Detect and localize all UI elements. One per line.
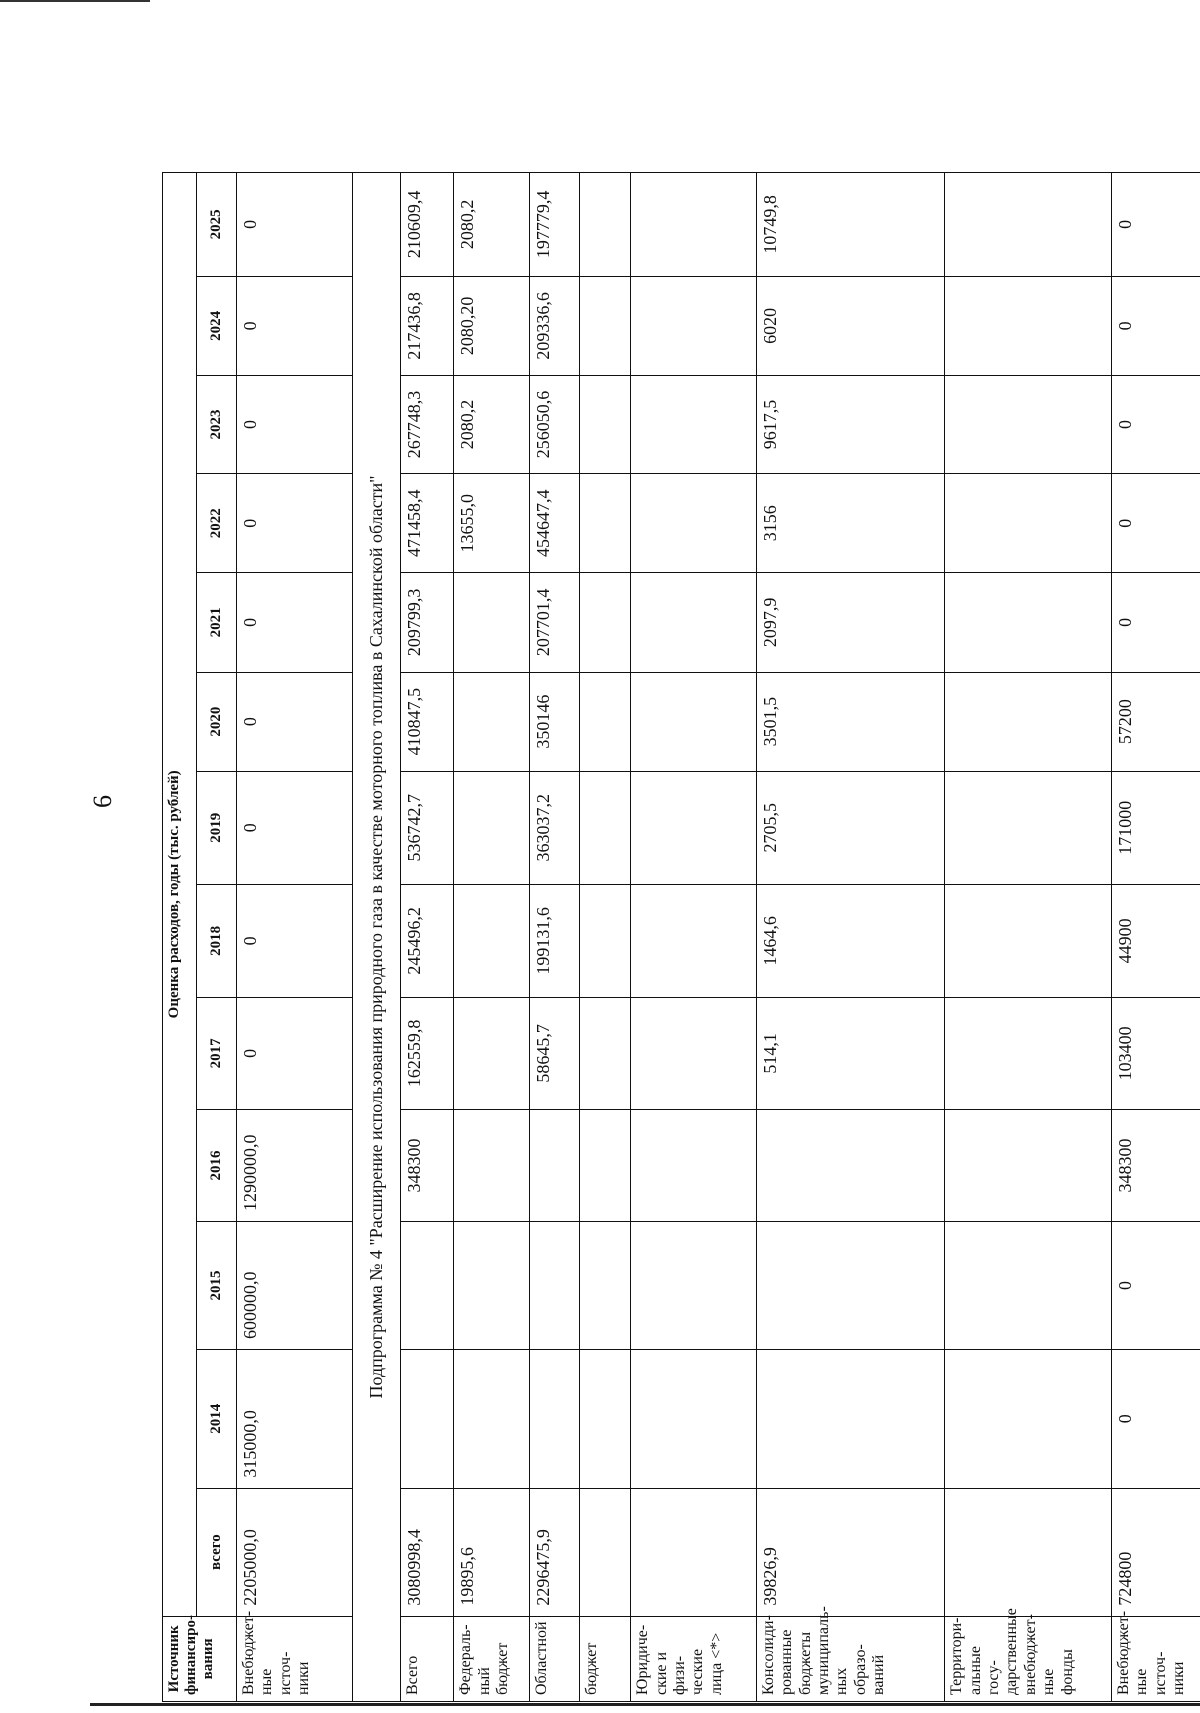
table-row [756,173,945,1702]
table-cell: 217436,8 [401,276,454,375]
table-cell: 0 [237,173,353,277]
table-cell [401,1221,454,1349]
table-cell: 2705,5 [756,771,945,884]
table-cell: 348300 [1112,1109,1200,1221]
page-number: 6 [88,795,117,808]
table-cell [631,173,757,277]
subprogram-row [353,173,401,1702]
table-cell [580,375,631,473]
table-cell: 245496,2 [401,884,454,997]
row-source: Внебюджет-ные источ-ники [1112,1616,1200,1701]
table-cell: 0 [1112,1221,1200,1349]
row-source: Внебюджет-ные источ-ники [237,1616,353,1701]
table-row [454,173,529,1702]
scan-edge-top [0,0,150,2]
table-cell [945,884,1112,997]
table-cell [631,1109,757,1221]
table-row [631,173,757,1702]
table-cell: 3156 [756,474,945,573]
table-cell [580,672,631,771]
table-cell: 3080998,4 [401,1488,454,1616]
col-header-2023: 2023 [197,375,237,473]
table-cell [631,771,757,884]
table-cell: 171000 [1112,771,1200,884]
table-cell: 256050,6 [529,375,580,473]
col-header-2021: 2021 [197,573,237,672]
row-source: Территори-альные госу-дарственные внебюджет-ные фонды [945,1616,1112,1701]
table-cell [529,1109,580,1221]
table-cell: 197779,4 [529,173,580,277]
col-header-2016: 2016 [197,1109,237,1221]
table-cell: 363037,2 [529,771,580,884]
table-cell [580,1109,631,1221]
table-cell: 57200 [1112,672,1200,771]
table-cell [454,672,529,771]
table-cell: 0 [1112,573,1200,672]
table-cell [401,1349,454,1488]
table-cell: 0 [237,771,353,884]
table-cell: 207701,4 [529,573,580,672]
table-cell [945,474,1112,573]
table-row [401,173,454,1702]
subprogram-title: Подпрограмма № 4 "Расширение использования природного газа в качестве моторного топлива в Сахалинской области" [353,173,401,1702]
table-cell: 2296475,9 [529,1488,580,1616]
header-row-1 [163,173,197,1702]
table-cell: 315000,0 [237,1349,353,1488]
table-cell [580,1221,631,1349]
col-header-2022: 2022 [197,474,237,573]
table-cell: 2080,2 [454,375,529,473]
table-cell [631,672,757,771]
table-cell: 514,1 [756,997,945,1109]
col-header-total: всего [197,1488,237,1616]
table-cell [945,173,1112,277]
table-cell: 410847,5 [401,672,454,771]
table-cell [631,1221,757,1349]
table-cell [631,997,757,1109]
table-cell [454,997,529,1109]
table-cell [945,997,1112,1109]
table-cell: 600000,0 [237,1221,353,1349]
table-cell: 44900 [1112,884,1200,997]
table-cell [454,1349,529,1488]
table-cell [454,573,529,672]
col-header-2014: 2014 [197,1349,237,1488]
table-cell: 162559,8 [401,997,454,1109]
table-row [945,173,1112,1702]
table-cell [945,1488,1112,1616]
table-cell [580,573,631,672]
table-cell [631,573,757,672]
table-cell: 0 [237,276,353,375]
col-header-2020: 2020 [197,672,237,771]
scan-edge-bottom [90,1703,1200,1706]
table-cell [580,474,631,573]
table-cell: 199131,6 [529,884,580,997]
table-cell: 58645,7 [529,997,580,1109]
table-cell [529,1349,580,1488]
table-cell: 350146 [529,672,580,771]
table-cell: 10749,8 [756,173,945,277]
table-cell: 2205000,0 [237,1488,353,1616]
table-cell [580,173,631,277]
table-cell [454,884,529,997]
table-cell: 0 [1112,474,1200,573]
table-cell [580,771,631,884]
col-header-2025: 2025 [197,173,237,277]
table-row [1112,173,1200,1702]
col-header-2024: 2024 [197,276,237,375]
table-cell: 39826,9 [756,1488,945,1616]
table-cell [945,1109,1112,1221]
table-cell: 0 [237,884,353,997]
table-cell: 103400 [1112,997,1200,1109]
table-cell [631,474,757,573]
table-cell [945,771,1112,884]
table-cell [580,884,631,997]
table-cell [756,1221,945,1349]
table-cell: 2080,2 [454,173,529,277]
table-cell: 9617,5 [756,375,945,473]
table-cell [756,1349,945,1488]
table-cell: 0 [237,997,353,1109]
table-cell [631,1349,757,1488]
source-column-header: Источник финансиро-вания [163,1616,237,1701]
table-cell: 536742,7 [401,771,454,884]
row-source: Всего [401,1616,454,1701]
table-cell: 1290000,0 [237,1109,353,1221]
col-header-2018: 2018 [197,884,237,997]
row-source: Юридиче-ские и физи-ческие лица <*> [631,1616,757,1701]
table-cell: 348300 [401,1109,454,1221]
col-header-2015: 2015 [197,1221,237,1349]
table-cell [756,1109,945,1221]
table-cell: 267748,3 [401,375,454,473]
row-source: Областной [529,1616,580,1701]
table-cell [631,276,757,375]
table-cell: 0 [237,573,353,672]
table-cell [454,771,529,884]
table-cell [945,573,1112,672]
table-cell [945,276,1112,375]
table-cell: 471458,4 [401,474,454,573]
table-cell: 1464,6 [756,884,945,997]
table-cell: 724800 [1112,1488,1200,1616]
row-source: Консолиди-рованные бюджеты муниципаль-ных образо-ваний [756,1616,945,1701]
table-cell: 0 [1112,276,1200,375]
table-cell: 3501,5 [756,672,945,771]
rotated-table-wrapper [162,172,1200,1702]
table-cell: 0 [237,474,353,573]
budget-table [162,172,1200,1702]
table-row [529,173,580,1702]
estimate-header: Оценка расходов, годы (тыс. рублей) [163,173,197,1617]
table-cell: 209336,6 [529,276,580,375]
table-cell: 210609,4 [401,173,454,277]
table-cell [945,375,1112,473]
table-cell [454,1221,529,1349]
table-cell [529,1221,580,1349]
col-header-2019: 2019 [197,771,237,884]
table-cell [945,1349,1112,1488]
table-cell [580,276,631,375]
row-source: Федераль-ный бюджет [454,1616,529,1701]
table-cell: 0 [237,672,353,771]
table-cell: 0 [237,375,353,473]
table-cell: 0 [1112,1349,1200,1488]
table-cell: 0 [1112,375,1200,473]
table-cell: 209799,3 [401,573,454,672]
table-row [580,173,631,1702]
table-cell [580,1488,631,1616]
header-row-2 [197,173,237,1702]
col-header-2017: 2017 [197,997,237,1109]
table-cell: 13655,0 [454,474,529,573]
table-cell [631,1488,757,1616]
row-source: бюджет [580,1616,631,1701]
table-row [237,173,353,1702]
table-cell: 6020 [756,276,945,375]
table-cell: 19895,6 [454,1488,529,1616]
table-cell [580,1349,631,1488]
table-cell: 454647,4 [529,474,580,573]
table-cell: 2080,20 [454,276,529,375]
table-cell: 0 [1112,173,1200,277]
table-cell [580,997,631,1109]
table-cell [945,672,1112,771]
table-cell [454,1109,529,1221]
table-cell [631,884,757,997]
table-cell [631,375,757,473]
table-cell: 2097,9 [756,573,945,672]
table-cell [945,1221,1112,1349]
